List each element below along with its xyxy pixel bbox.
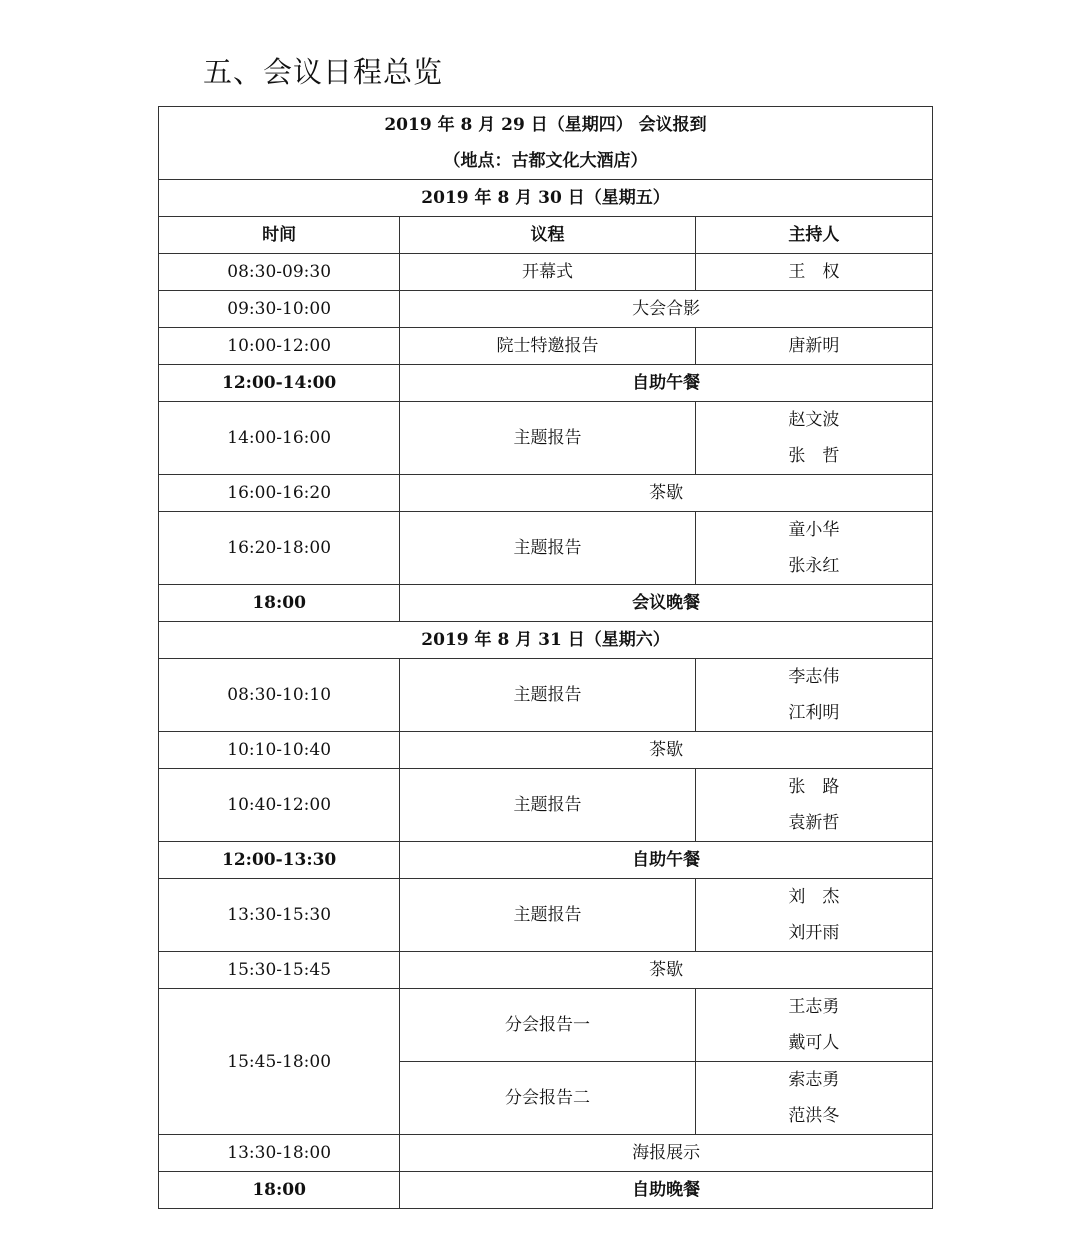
header-agenda: 议程 [400, 217, 695, 254]
agenda-cell: 主题报告 [400, 659, 695, 732]
time-cell: 08:30-09:30 [159, 254, 400, 291]
day3-title: 2019 年 8 月 31 日（星期六） [159, 622, 933, 659]
host-name: 张永红 [788, 556, 840, 576]
agenda-cell: 自助午餐 [400, 365, 933, 402]
time-cell: 10:10-10:40 [159, 732, 400, 769]
host-cell [695, 1062, 932, 1135]
agenda-cell: 自助晚餐 [400, 1172, 933, 1209]
time-cell: 10:40-12:00 [159, 769, 400, 842]
table-row [159, 879, 933, 952]
host-name: 戴可人 [788, 1033, 840, 1053]
time-cell: 15:45-18:00 [159, 989, 400, 1135]
schedule-table [158, 106, 933, 1209]
agenda-cell: 茶歇 [400, 952, 933, 989]
day1-title: 2019 年 8 月 29 日（星期四） 会议报到 [384, 115, 707, 135]
agenda-cell: 自助午餐 [400, 842, 933, 879]
day2-header-row [159, 180, 933, 217]
table-row [159, 659, 933, 732]
host-name: 刘开雨 [788, 923, 840, 943]
table-row [159, 365, 933, 402]
host-name: 索志勇 [788, 1070, 840, 1090]
host-name: 赵文波 [788, 410, 840, 430]
host-name: 童小华 [788, 520, 840, 540]
day2-title: 2019 年 8 月 30 日（星期五） [159, 180, 933, 217]
table-row [159, 328, 933, 365]
day1-header-row [159, 107, 933, 180]
host-cell [695, 402, 932, 475]
time-cell: 18:00 [159, 585, 400, 622]
day3-header-row [159, 622, 933, 659]
table-row [159, 989, 933, 1062]
page-title: 五、会议日程总览 [203, 55, 444, 89]
host-cell: 王 权 [695, 254, 932, 291]
table-row [159, 769, 933, 842]
agenda-cell: 大会合影 [400, 291, 933, 328]
host-name: 袁新哲 [788, 813, 840, 833]
time-cell: 12:00-14:00 [159, 365, 400, 402]
host-cell: 唐新明 [695, 328, 932, 365]
host-name: 张 路 [788, 777, 840, 797]
host-cell [695, 769, 932, 842]
table-row [159, 1172, 933, 1209]
time-cell: 16:20-18:00 [159, 512, 400, 585]
host-cell [695, 879, 932, 952]
table-row [159, 291, 933, 328]
host-cell [695, 512, 932, 585]
agenda-cell: 院士特邀报告 [400, 328, 695, 365]
column-header-row [159, 217, 933, 254]
agenda-cell: 主题报告 [400, 769, 695, 842]
host-name: 刘 杰 [788, 887, 840, 907]
agenda-cell: 分会报告二 [400, 1062, 695, 1135]
table-row [159, 512, 933, 585]
host-name: 李志伟 [788, 667, 840, 687]
table-row [159, 732, 933, 769]
agenda-cell: 茶歇 [400, 475, 933, 512]
table-row [159, 475, 933, 512]
header-host: 主持人 [695, 217, 932, 254]
agenda-cell: 主题报告 [400, 402, 695, 475]
host-name: 王志勇 [788, 997, 840, 1017]
time-cell: 13:30-15:30 [159, 879, 400, 952]
host-name: 范洪冬 [788, 1106, 840, 1126]
host-cell [695, 989, 932, 1062]
day1-header [159, 107, 933, 180]
host-cell [695, 659, 932, 732]
agenda-cell: 会议晚餐 [400, 585, 933, 622]
host-name: 江利明 [788, 703, 840, 723]
agenda-cell: 海报展示 [400, 1135, 933, 1172]
time-cell: 08:30-10:10 [159, 659, 400, 732]
agenda-cell: 开幕式 [400, 254, 695, 291]
host-name: 张 哲 [788, 446, 840, 466]
table-row [159, 952, 933, 989]
table-row [159, 842, 933, 879]
agenda-cell: 分会报告一 [400, 989, 695, 1062]
table-row [159, 402, 933, 475]
time-cell: 13:30-18:00 [159, 1135, 400, 1172]
table-row [159, 585, 933, 622]
agenda-cell: 主题报告 [400, 512, 695, 585]
time-cell: 16:00-16:20 [159, 475, 400, 512]
table-row [159, 254, 933, 291]
table-row [159, 1135, 933, 1172]
time-cell: 14:00-16:00 [159, 402, 400, 475]
time-cell: 15:30-15:45 [159, 952, 400, 989]
agenda-cell: 茶歇 [400, 732, 933, 769]
time-cell: 18:00 [159, 1172, 400, 1209]
time-cell: 09:30-10:00 [159, 291, 400, 328]
agenda-cell: 主题报告 [400, 879, 695, 952]
header-time: 时间 [159, 217, 400, 254]
time-cell: 12:00-13:30 [159, 842, 400, 879]
time-cell: 10:00-12:00 [159, 328, 400, 365]
day1-location: （地点：古都文化大酒店） [443, 151, 648, 171]
